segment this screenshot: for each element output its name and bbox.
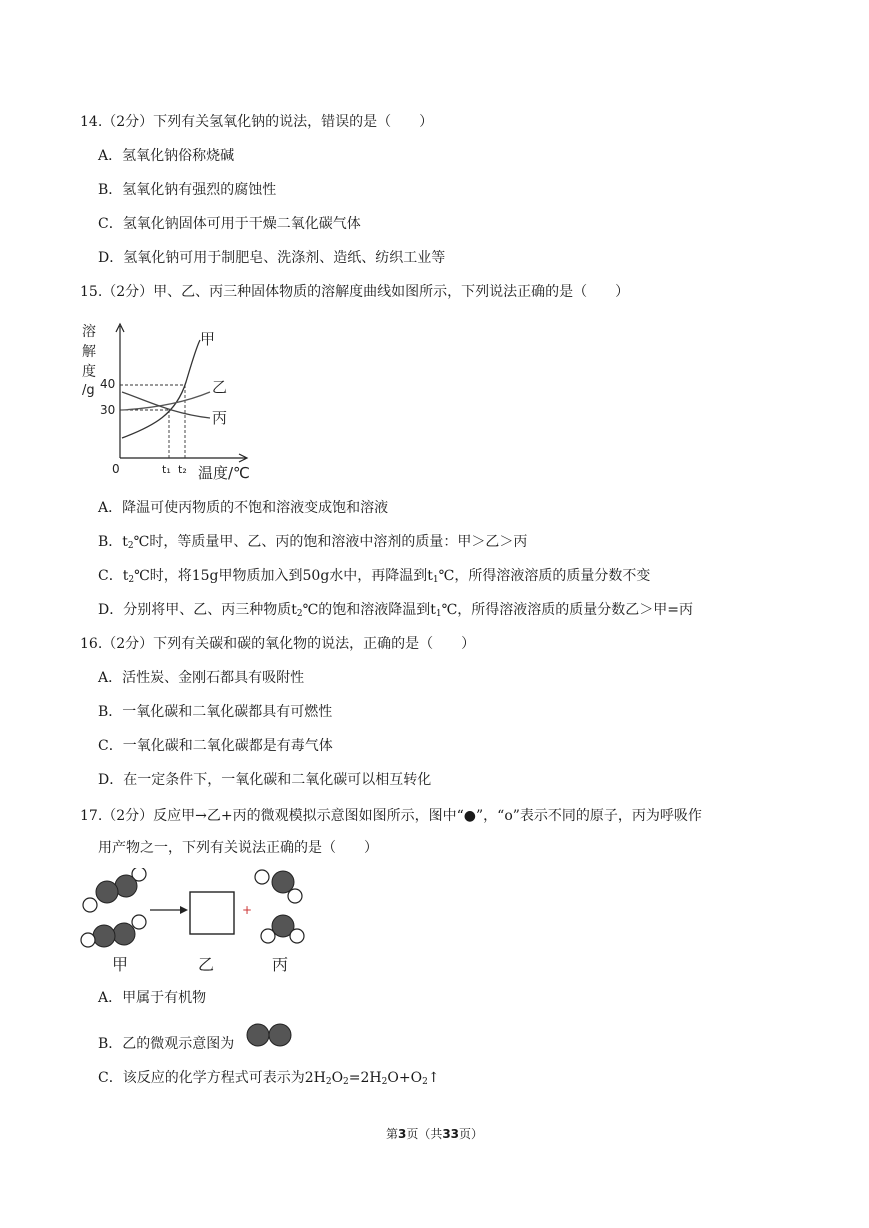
q14-option-c: C．氢氧化钠固体可用于干燥二氧化碳气体 <box>98 216 361 232</box>
reaction-arrow <box>150 906 188 914</box>
q16-option-a: A．活性炭、金刚石都具有吸附性 <box>98 670 305 686</box>
q17-option-c: C．该反应的化学方程式可表示为$2H_2O_2=2H_2O+O_2↑$ <box>98 1070 440 1087</box>
q16-option-c: C．一氧化碳和二氧化碳都是有毒气体 <box>98 738 333 754</box>
solubility-curve-graph <box>76 318 256 484</box>
molecule-jia-bottom <box>81 915 146 947</box>
q14-stem: 14.（2分）下列有关氢氧化钠的说法，错误的是（ ） <box>80 114 434 130</box>
q16-option-b: B．一氧化碳和二氧化碳都具有可燃性 <box>98 704 333 720</box>
origin-label: 0 <box>112 462 120 476</box>
molecule-bing-top <box>255 870 302 903</box>
molecule-jia-top <box>83 868 146 912</box>
q17-option-b: B．乙的微观示意图为 <box>98 1036 235 1052</box>
plus-sign: + <box>242 903 253 917</box>
q14-option-a: A．氢氧化钠俗称烧碱 <box>98 148 235 164</box>
q17-stem-line2: 用产物之一，下列有关说法正确的是（ ） <box>98 840 378 856</box>
label-yi: 乙 <box>198 955 215 974</box>
q15-option-d: D．分别将甲、乙、丙三种物质$t_2℃$的饱和溶液降温到$t_1℃$，所得溶液溶质的质量分数乙＞甲=丙 <box>98 602 694 619</box>
q15-option-b: B．$t_2℃$时，等质量甲、乙、丙的饱和溶液中溶剂的质量：甲＞乙＞丙 <box>98 534 528 551</box>
y-axis-label-4: /g <box>82 383 95 398</box>
x-tick-t2: t₂ <box>178 463 187 476</box>
curve-label-bing: 丙 <box>212 409 228 427</box>
product-yi-box <box>190 892 234 934</box>
curve-label-jia: 甲 <box>200 330 216 348</box>
curve-label-yi: 乙 <box>212 378 228 396</box>
y-axis-label-1: 溶 <box>82 324 96 340</box>
oxygen-molecule-icon <box>244 1020 294 1050</box>
x-tick-t1: t₁ <box>162 463 171 476</box>
page-footer: 第3页（共33页） <box>385 1127 484 1141</box>
molecule-bing-bottom <box>261 915 304 943</box>
q17-option-a: A．甲属于有机物 <box>98 990 207 1006</box>
y-axis-label-3: 度 <box>82 364 96 380</box>
y-tick-30: 30 <box>100 403 116 417</box>
x-axis-label: 温度/℃ <box>198 464 250 482</box>
y-tick-40: 40 <box>100 377 116 391</box>
q17-stem-line1: 17.（2分）反应甲→乙+丙的微观模拟示意图如图所示，图中“●”，“o”表示不同的原子，丙为呼吸作 <box>80 808 702 824</box>
q15-option-c: C．$t_2℃$时，将15g甲物质加入到50g水中，再降温到$t_1℃$，所得溶液溶质的质量分数不变 <box>98 568 651 585</box>
q14-option-b: B．氢氧化钠有强烈的腐蚀性 <box>98 182 277 198</box>
q16-option-d: D．在一定条件下，一氧化碳和二氧化碳可以相互转化 <box>98 772 432 788</box>
q15-stem: 15.（2分）甲、乙、丙三种固体物质的溶解度曲线如图所示，下列说法正确的是（ ） <box>80 284 630 300</box>
q15-option-a: A．降温可使丙物质的不饱和溶液变成饱和溶液 <box>98 500 389 516</box>
q16-stem: 16.（2分）下列有关碳和碳的氧化物的说法，正确的是（ ） <box>80 636 476 652</box>
label-bing: 丙 <box>272 955 289 974</box>
label-jia: 甲 <box>112 955 129 974</box>
q14-option-d: D．氢氧化钠可用于制肥皂、洗涤剂、造纸、纺织工业等 <box>98 250 446 266</box>
reaction-diagram <box>76 868 316 976</box>
y-axis-label-2: 解 <box>82 344 96 360</box>
